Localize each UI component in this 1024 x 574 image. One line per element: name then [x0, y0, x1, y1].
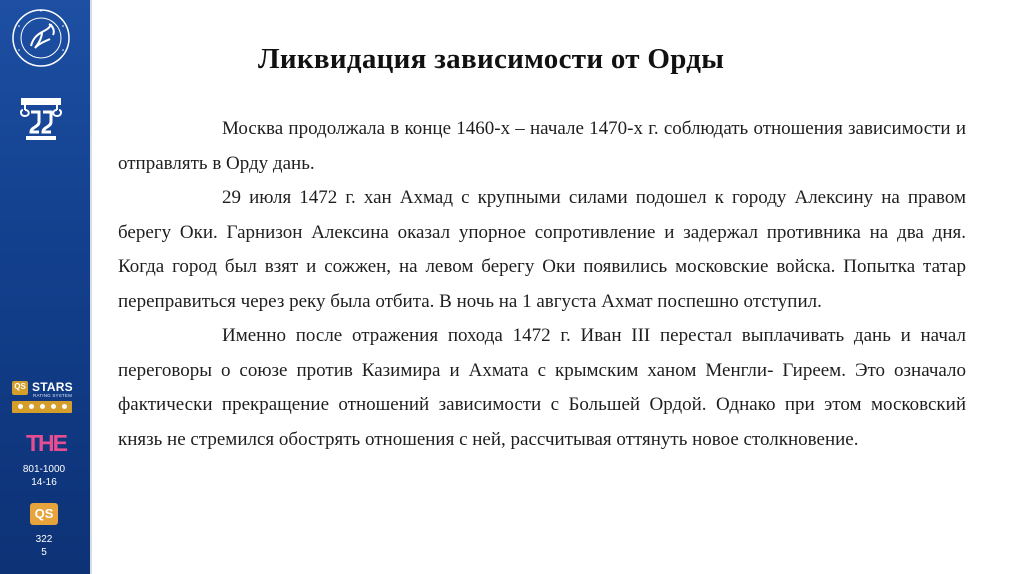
- body-paragraph: Москва продолжала в конце 1460-х – начале 1470-х г. соблюдать отношения зависимости и отправлять в Орду дань.: [118, 118, 966, 174]
- slide-title: Ликвидация зависимости от Орды: [258, 43, 725, 75]
- qs-square-icon: [12, 381, 28, 395]
- stars-label: STARS: [32, 380, 73, 394]
- the-ranking-line2: 14-16: [31, 477, 57, 488]
- qs-ranking-logo: QS: [30, 503, 58, 525]
- stars-sub-label: RATING SYSTEM: [33, 393, 73, 398]
- the-ranking-line1: 801-1000: [22, 464, 66, 475]
- star-icon: [40, 404, 45, 409]
- qs-icon-label: QS: [14, 382, 26, 391]
- the-ranking-logo: THE: [26, 430, 66, 456]
- stars-rating-bar: [12, 401, 72, 413]
- qs-stars-badge: [12, 381, 76, 415]
- qs-ranking-line2: 5: [41, 547, 47, 558]
- qs-ranking-line1: 322: [35, 534, 53, 545]
- slide-body: [118, 112, 966, 457]
- star-icon: [51, 404, 56, 409]
- star-icon: [62, 404, 67, 409]
- body-paragraph: Именно после отражения похода 1472 г. Иван III перестал выплачивать дань и начал переговоры о союзе против Казимира и Ахмата с крымским ханом Менгли- Гиреем. Это означало фактически прекращение отношений зависимости с Большей Ордой. Однако при этом московский князь не стремился обострять отношения с ней, рассчитывая оттянуть новое столкновение.: [118, 325, 966, 450]
- star-icon: [18, 404, 23, 409]
- sidebar: [0, 0, 90, 574]
- university-crest-icon: [11, 8, 71, 68]
- sidebar-divider: [90, 0, 92, 574]
- body-paragraph: 29 июля 1472 г. хан Ахмад с крупными силами подошел к городу Алексину на правом берегу Оки. Гарнизон Алексина оказал упорное сопротивление и задержал противника на два дня. Когда город был взят и сожжен, на левом берегу Оки появились московские войска. Попытка татар переправиться через реку была отбита. В ночь на 1 августа Ахмат поспешно отступил.: [118, 187, 966, 312]
- column-logo-icon: [18, 96, 64, 142]
- star-icon: [29, 404, 34, 409]
